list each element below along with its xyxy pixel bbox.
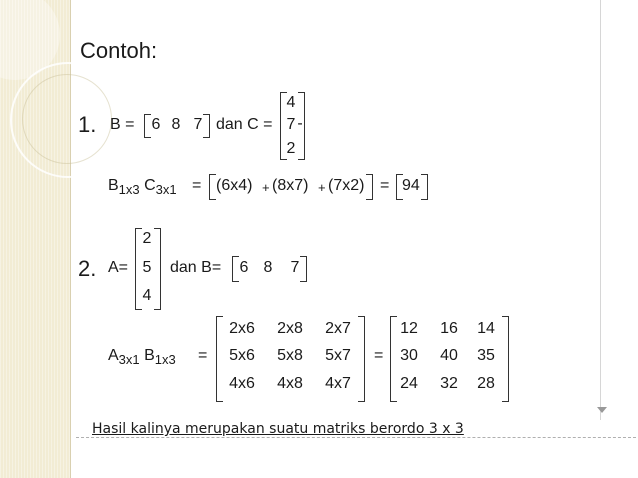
- bracket-right: [366, 174, 373, 200]
- matrix-cell: 6: [239, 259, 249, 276]
- expression-term: (6x4): [216, 177, 253, 194]
- bracket-right: [502, 316, 509, 402]
- page-title: Contoh:: [80, 38, 158, 63]
- matrix-cell: 8: [263, 259, 273, 276]
- matrix-cell: 8: [171, 116, 181, 133]
- matrix-cell: 2: [142, 230, 152, 247]
- dashed-separator: [76, 437, 636, 438]
- plus-sign: +: [318, 180, 326, 195]
- matrix-cell: 4: [142, 287, 152, 304]
- plus-sign: +: [262, 180, 270, 195]
- equals-sign: =: [192, 177, 202, 194]
- matrix-cell: 4x8: [277, 375, 303, 392]
- bracket-right: [300, 256, 307, 282]
- product-a-b: $A_{3x1}$ $B_{1x3}$: [108, 347, 176, 367]
- matrix-cell: 6: [151, 116, 161, 133]
- expression-term: (7x2): [328, 177, 365, 194]
- equals-sign: =: [374, 347, 384, 364]
- bracket-right: [298, 92, 305, 160]
- result-value: 94: [402, 177, 420, 194]
- product-b-c: $B_{1x3}$ $C_{3x1}$: [108, 177, 177, 197]
- matrix-cell: 24: [400, 375, 418, 392]
- matrix-cell-dash: -: [297, 115, 303, 132]
- matrix-cell: 40: [440, 347, 458, 364]
- equals-sign: =: [198, 347, 208, 364]
- matrix-cell: 2x6: [229, 320, 255, 337]
- matrix-cell: 35: [477, 347, 495, 364]
- matrix-cell: 7: [286, 116, 296, 133]
- example-1-number: 1.: [78, 112, 97, 137]
- matrix-cell: 12: [400, 320, 418, 337]
- matrix-cell: 5x6: [229, 347, 255, 364]
- bracket-right: [421, 174, 428, 200]
- bracket-right: [358, 316, 365, 402]
- decorative-ring-inner: [22, 74, 112, 164]
- bracket-left: [209, 174, 216, 200]
- matrix-cell: 4x7: [325, 375, 351, 392]
- conjunction-text: dan C =: [216, 116, 273, 133]
- matrix-cell: 5x7: [325, 347, 351, 364]
- matrix-b-label: B =: [110, 116, 135, 133]
- example-2-number: 2.: [78, 256, 97, 281]
- matrix-cell: 16: [440, 320, 458, 337]
- matrix-cell: 4x6: [229, 375, 255, 392]
- conjunction-text: dan B=: [170, 259, 222, 276]
- matrix-cell: 4: [286, 94, 296, 111]
- matrix-cell: 2x8: [277, 320, 303, 337]
- matrix-cell: 14: [477, 320, 495, 337]
- caption-text: Hasil kalinya merupakan suatu matriks berordo 3 x 3: [92, 421, 464, 437]
- matrix-cell: 2x7: [325, 320, 351, 337]
- matrix-cell: 30: [400, 347, 418, 364]
- matrix-cell: 5: [142, 259, 152, 276]
- bracket-right: [154, 228, 161, 310]
- matrix-cell: 2: [286, 140, 296, 157]
- matrix-a-label: A=: [108, 259, 129, 276]
- decorative-vertical-line: [600, 0, 601, 420]
- bracket-right: [203, 114, 210, 138]
- matrix-cell: 28: [477, 375, 495, 392]
- matrix-cell: 5x8: [277, 347, 303, 364]
- decorative-triangle-icon: [597, 407, 607, 413]
- matrix-cell: 32: [440, 375, 458, 392]
- matrix-cell: 7: [290, 259, 300, 276]
- expression-term: (8x7): [272, 177, 309, 194]
- equals-sign: =: [380, 177, 390, 194]
- matrix-cell: 7: [193, 116, 203, 133]
